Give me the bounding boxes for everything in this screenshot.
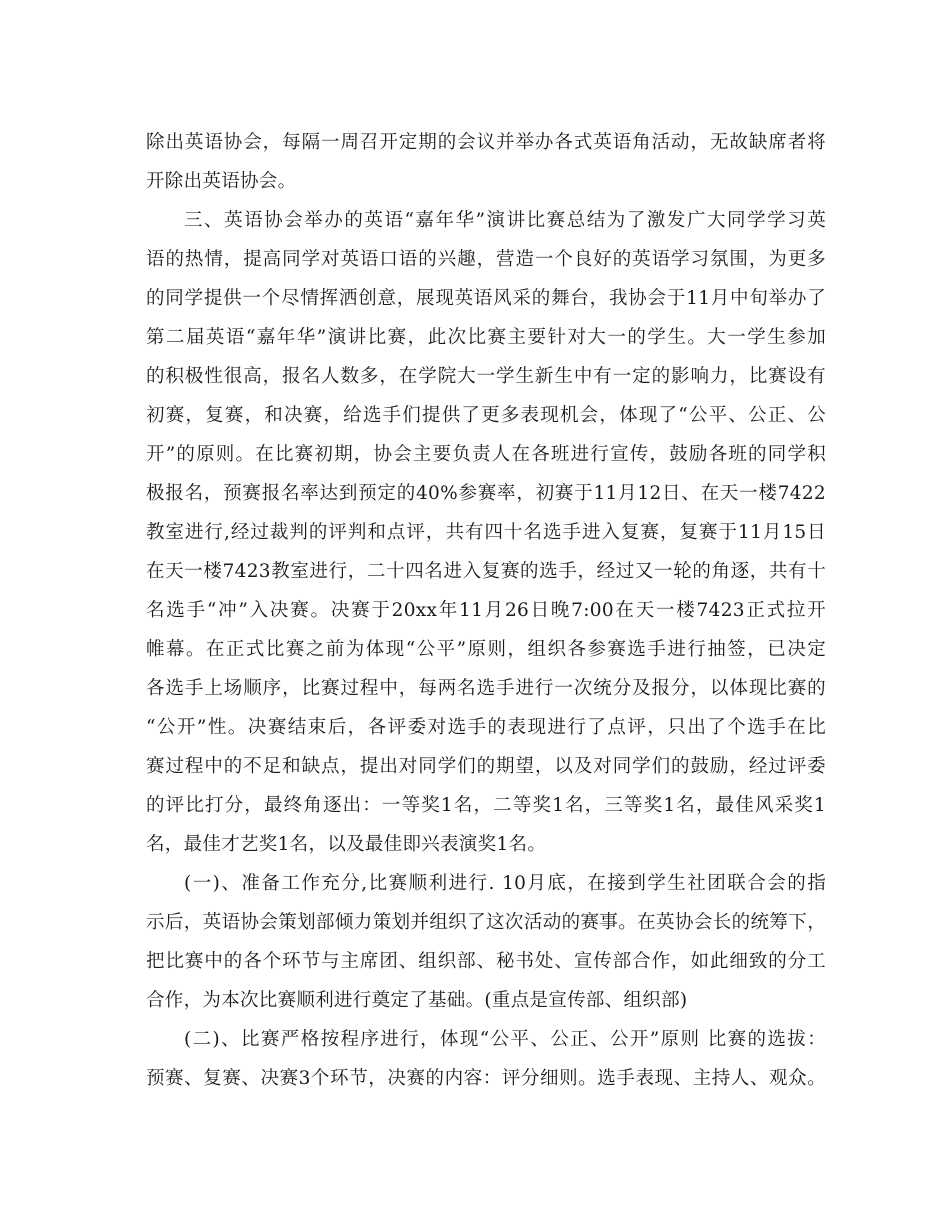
text-line: 极报名，预赛报名率达到预定的40%参赛率，初赛于11月12日、在天一楼7422 bbox=[146, 483, 826, 504]
text-line: “公开”性。决赛结束后，各评委对选手的表现进行了点评，只出了个选手在比 bbox=[146, 717, 826, 738]
text-line: 预赛、复赛、决赛3个环节，决赛的内容：评分细则。选手表现、主持人、观众。 bbox=[146, 1068, 826, 1089]
text-line: 的积极性很高，报名人数多，在学院大一学生新生中有一定的影响力，比赛设有 bbox=[146, 366, 826, 387]
text-line: 的评比打分，最终角逐出：一等奖1名，二等奖1名，三等奖1名，最佳风采奖1 bbox=[146, 795, 826, 816]
paragraph-start-line: 三、英语协会举办的英语“嘉年华”演讲比赛总结为了激发广大同学学习英 bbox=[184, 210, 826, 231]
text-line: 名选手“冲”入决赛。决赛于20xx年11月26日晚7:00在天一楼7423正式拉开 bbox=[146, 600, 826, 621]
text-line: 教室进行,经过裁判的评判和点评，共有四十名选手进入复赛，复赛于11月15日 bbox=[146, 522, 826, 543]
text-line: 把比赛中的各个环节与主席团、组织部、秘书处、宣传部合作，如此细致的分工 bbox=[146, 951, 826, 972]
text-line: 赛过程中的不足和缺点，提出对同学们的期望，以及对同学们的鼓励，经过评委 bbox=[146, 756, 826, 777]
text-line: 名，最佳才艺奖1名，以及最佳即兴表演奖1名。 bbox=[146, 834, 547, 855]
text-line: 语的热情，提高同学对英语口语的兴趣，营造一个良好的英语学习氛围，为更多 bbox=[146, 249, 826, 270]
text-line: 除出英语协会，每隔一周召开定期的会议并举办各式英语角活动，无故缺席者将 bbox=[146, 132, 826, 153]
text-line: 开”的原则。在比赛初期，协会主要负责人在各班进行宣传，鼓励各班的同学积 bbox=[146, 444, 826, 465]
paragraph-start-line: (一)、准备工作充分,比赛顺利进行. 10月底，在接到学生社团联合会的指 bbox=[184, 873, 826, 894]
text-line: 第二届英语“嘉年华”演讲比赛，此次比赛主要针对大一的学生。大一学生参加 bbox=[146, 327, 826, 348]
text-line: 的同学提供一个尽情挥洒创意，展现英语风采的舞台，我协会于11月中旬举办了 bbox=[146, 288, 826, 309]
text-line: 示后，英语协会策划部倾力策划并组织了这次活动的赛事。在英协会长的统筹下， bbox=[146, 912, 826, 933]
text-line: 初赛，复赛，和决赛，给选手们提供了更多表现机会，体现了“公平、公正、公 bbox=[146, 405, 826, 426]
text-line: 帷幕。在正式比赛之前为体现“公平”原则，组织各参赛选手进行抽签，已决定 bbox=[146, 639, 826, 660]
paragraph-start-line: (二)、比赛严格按程序进行，体现“公平、公正、公开”原则 比赛的选拔： bbox=[184, 1029, 826, 1050]
text-line: 开除出英语协会。 bbox=[146, 171, 297, 192]
text-line: 在天一楼7423教室进行，二十四名进入复赛的选手，经过又一轮的角逐，共有十 bbox=[146, 561, 826, 582]
text-line: 合作，为本次比赛顺利进行奠定了基础。(重点是宣传部、组织部) bbox=[146, 990, 688, 1011]
text-line: 各选手上场顺序，比赛过程中，每两名选手进行一次统分及报分，以体现比赛的 bbox=[146, 678, 826, 699]
